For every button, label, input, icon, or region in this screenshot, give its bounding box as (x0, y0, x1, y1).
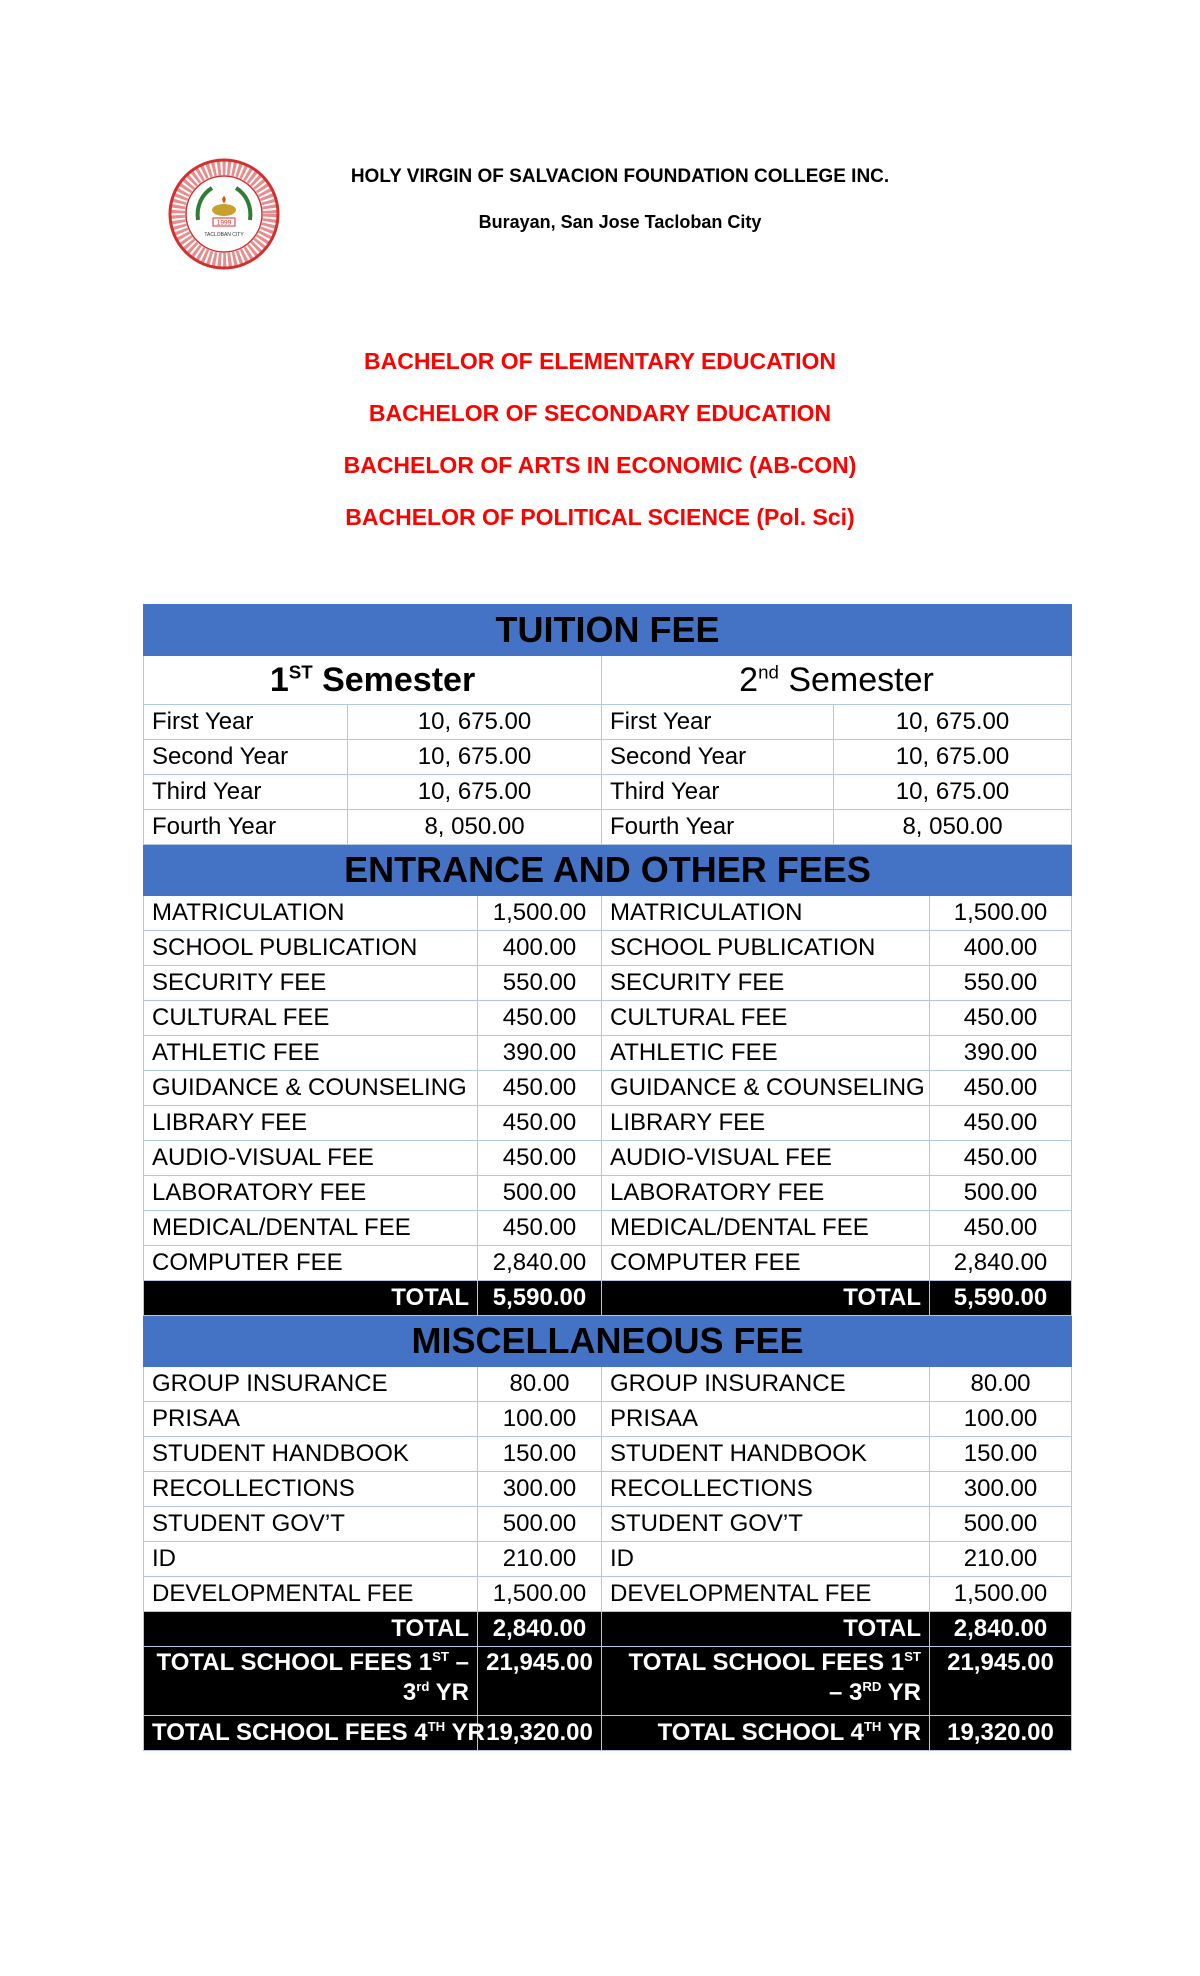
fee-label: SCHOOL PUBLICATION (144, 931, 478, 966)
fee-label: COMPUTER FEE (144, 1246, 478, 1281)
fee-amount: 390.00 (930, 1036, 1072, 1071)
table-row (144, 931, 1072, 966)
fee-amount: 1,500.00 (930, 1577, 1072, 1612)
fee-label: MEDICAL/DENTAL FEE (144, 1211, 478, 1246)
table-row (144, 1507, 1072, 1542)
misc-total-row (144, 1612, 1072, 1647)
fee-label: AUDIO-VISUAL FEE (144, 1141, 478, 1176)
fee-amount: 1,500.00 (930, 896, 1072, 931)
college-address: Burayan, San Jose Tacloban City (478, 212, 762, 232)
table-row (144, 1176, 1072, 1211)
total-label: TOTAL (144, 1281, 478, 1316)
fee-amount: 500.00 (478, 1507, 602, 1542)
program-title: BACHELOR OF ELEMENTARY EDUCATION (364, 348, 836, 374)
fee-label: ATHLETIC FEE (144, 1036, 478, 1071)
fee-label: STUDENT HANDBOOK (144, 1437, 478, 1472)
total-amount: 5,590.00 (478, 1281, 602, 1316)
fee-table (143, 604, 1072, 1751)
year-label: Fourth Year (602, 810, 834, 845)
section-title: MISCELLANEOUS FEE (144, 1316, 1072, 1367)
fee-amount: 80.00 (930, 1367, 1072, 1402)
tuition-amount: 8, 050.00 (834, 810, 1072, 845)
total-school-fees-amount: 21,945.00 (930, 1647, 1072, 1716)
fee-amount: 450.00 (478, 1071, 602, 1106)
table-row (144, 1211, 1072, 1246)
tuition-amount: 10, 675.00 (834, 740, 1072, 775)
fee-amount: 80.00 (478, 1367, 602, 1402)
tuition-amount: 10, 675.00 (834, 775, 1072, 810)
section-title: ENTRANCE AND OTHER FEES (144, 845, 1072, 896)
total-school-fees-label: TOTAL SCHOOL FEES 4TH YR (144, 1716, 478, 1751)
total-school-fees-label: TOTAL SCHOOL 4TH YR (602, 1716, 930, 1751)
program-title: BACHELOR OF ARTS IN ECONOMIC (AB-CON) (343, 452, 857, 478)
year-label: Fourth Year (144, 810, 348, 845)
tuition-amount: 10, 675.00 (348, 705, 602, 740)
fee-label: GUIDANCE & COUNSELING (602, 1071, 930, 1106)
fee-amount: 390.00 (478, 1036, 602, 1071)
fee-amount: 450.00 (478, 1211, 602, 1246)
table-row (144, 1071, 1072, 1106)
year-label: Third Year (144, 775, 348, 810)
fee-label: DEVELOPMENTAL FEE (144, 1577, 478, 1612)
total-1st-3rd-year-row (144, 1647, 1072, 1716)
fee-label: ID (602, 1542, 930, 1577)
fee-amount: 2,840.00 (478, 1246, 602, 1281)
total-label: TOTAL (602, 1281, 930, 1316)
table-row (144, 705, 1072, 740)
fee-amount: 500.00 (930, 1176, 1072, 1211)
total-school-fees-amount: 19,320.00 (478, 1716, 602, 1751)
fee-amount: 300.00 (930, 1472, 1072, 1507)
college-name: HOLY VIRGIN OF SALVACION FOUNDATION COLLEGE INC. (350, 166, 890, 187)
tuition-amount: 10, 675.00 (834, 705, 1072, 740)
fee-label: ID (144, 1542, 478, 1577)
second-semester-heading: 2nd Semester (602, 656, 1072, 705)
fee-amount: 100.00 (930, 1402, 1072, 1437)
fee-amount: 450.00 (930, 1211, 1072, 1246)
year-label: Second Year (144, 740, 348, 775)
total-amount: 5,590.00 (930, 1281, 1072, 1316)
total-school-fees-amount: 19,320.00 (930, 1716, 1072, 1751)
fee-label: STUDENT HANDBOOK (602, 1437, 930, 1472)
fee-label: LIBRARY FEE (144, 1106, 478, 1141)
fee-label: SECURITY FEE (602, 966, 930, 1001)
fee-label: ATHLETIC FEE (602, 1036, 930, 1071)
entrance-total-row (144, 1281, 1072, 1316)
year-label: First Year (144, 705, 348, 740)
table-row (144, 1141, 1072, 1176)
fee-amount: 450.00 (478, 1141, 602, 1176)
fee-label: RECOLLECTIONS (144, 1472, 478, 1507)
fee-amount: 450.00 (930, 1071, 1072, 1106)
table-row (144, 1106, 1072, 1141)
year-label: Third Year (602, 775, 834, 810)
table-row (144, 1036, 1072, 1071)
total-label: TOTAL (602, 1612, 930, 1647)
fee-label: LABORATORY FEE (144, 1176, 478, 1211)
table-row (144, 1001, 1072, 1036)
year-label: Second Year (602, 740, 834, 775)
total-school-fees-label: TOTAL SCHOOL FEES 1ST – 3RD YR (602, 1647, 930, 1716)
fee-label: COMPUTER FEE (602, 1246, 930, 1281)
table-row (144, 1577, 1072, 1612)
logo-year: 1999 (216, 219, 232, 227)
fee-amount: 2,840.00 (930, 1246, 1072, 1281)
fee-label: SECURITY FEE (144, 966, 478, 1001)
fee-amount: 150.00 (930, 1437, 1072, 1472)
table-row (144, 1542, 1072, 1577)
fee-amount: 100.00 (478, 1402, 602, 1437)
table-row (144, 1367, 1072, 1402)
total-label: TOTAL (144, 1612, 478, 1647)
table-row (144, 1437, 1072, 1472)
fee-amount: 1,500.00 (478, 896, 602, 931)
table-row (144, 966, 1072, 1001)
tuition-amount: 10, 675.00 (348, 775, 602, 810)
semester-header-row (144, 656, 1072, 705)
fee-label: GROUP INSURANCE (144, 1367, 478, 1402)
fee-label: CULTURAL FEE (144, 1001, 478, 1036)
program-title: BACHELOR OF POLITICAL SCIENCE (Pol. Sci) (345, 504, 855, 530)
fee-label: STUDENT GOV’T (602, 1507, 930, 1542)
fee-label: DEVELOPMENTAL FEE (602, 1577, 930, 1612)
table-row (144, 1472, 1072, 1507)
fee-amount: 550.00 (478, 966, 602, 1001)
fee-amount: 300.00 (478, 1472, 602, 1507)
fee-label: MATRICULATION (602, 896, 930, 931)
fee-label: SCHOOL PUBLICATION (602, 931, 930, 966)
fee-amount: 550.00 (930, 966, 1072, 1001)
program-title: BACHELOR OF SECONDARY EDUCATION (368, 400, 832, 426)
tuition-fee-header (144, 605, 1072, 656)
total-amount: 2,840.00 (930, 1612, 1072, 1647)
fee-amount: 500.00 (930, 1507, 1072, 1542)
table-row (144, 775, 1072, 810)
fee-label: MATRICULATION (144, 896, 478, 931)
fee-label: GUIDANCE & COUNSELING (144, 1071, 478, 1106)
total-4th-year-row (144, 1716, 1072, 1751)
fee-amount: 450.00 (478, 1001, 602, 1036)
document-header (0, 150, 1200, 280)
tuition-amount: 10, 675.00 (348, 740, 602, 775)
program-list (0, 346, 1200, 554)
fee-label: LABORATORY FEE (602, 1176, 930, 1211)
fee-label: STUDENT GOV’T (144, 1507, 478, 1542)
fee-amount: 210.00 (930, 1542, 1072, 1577)
entrance-fees-header (144, 845, 1072, 896)
fee-amount: 450.00 (930, 1001, 1072, 1036)
table-row (144, 896, 1072, 931)
fee-amount: 1,500.00 (478, 1577, 602, 1612)
table-row (144, 740, 1072, 775)
fee-label: MEDICAL/DENTAL FEE (602, 1211, 930, 1246)
logo-city: TACLOBAN CITY (204, 232, 244, 238)
fee-label: GROUP INSURANCE (602, 1367, 930, 1402)
total-amount: 2,840.00 (478, 1612, 602, 1647)
total-school-fees-label: TOTAL SCHOOL FEES 1ST – 3rd YR (144, 1647, 478, 1716)
fee-label: CULTURAL FEE (602, 1001, 930, 1036)
fee-label: PRISAA (602, 1402, 930, 1437)
table-row (144, 810, 1072, 845)
fee-amount: 450.00 (930, 1106, 1072, 1141)
first-semester-heading: 1ST Semester (144, 656, 602, 705)
college-seal-logo (168, 158, 280, 270)
fee-label: PRISAA (144, 1402, 478, 1437)
table-row (144, 1246, 1072, 1281)
section-title: TUITION FEE (144, 605, 1072, 656)
miscellaneous-fee-header (144, 1316, 1072, 1367)
fee-label: AUDIO-VISUAL FEE (602, 1141, 930, 1176)
fee-amount: 500.00 (478, 1176, 602, 1211)
fee-amount: 400.00 (478, 931, 602, 966)
year-label: First Year (602, 705, 834, 740)
fee-amount: 210.00 (478, 1542, 602, 1577)
fee-label: LIBRARY FEE (602, 1106, 930, 1141)
fee-amount: 450.00 (478, 1106, 602, 1141)
tuition-amount: 8, 050.00 (348, 810, 602, 845)
total-school-fees-amount: 21,945.00 (478, 1647, 602, 1716)
fee-amount: 150.00 (478, 1437, 602, 1472)
table-row (144, 1402, 1072, 1437)
fee-amount: 450.00 (930, 1141, 1072, 1176)
fee-label: RECOLLECTIONS (602, 1472, 930, 1507)
fee-amount: 400.00 (930, 931, 1072, 966)
